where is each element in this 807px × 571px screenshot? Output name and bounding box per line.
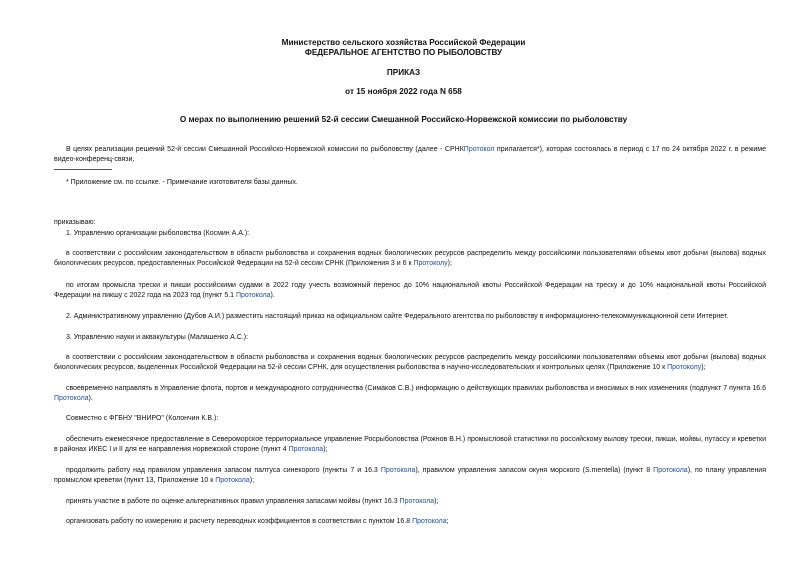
ministry-heading: Министерство сельского хозяйства Российской Федерации	[281, 38, 526, 47]
item-4d: организовать работу по измерению и расчету переводных коэффициентов в соответствии с пунктом 16.8 Протокола;	[66, 518, 449, 525]
item-1: 1. Управлению организации рыболовства (Космин А.А.):	[66, 230, 250, 237]
item-4: Совместно с ФГБНУ "ВНИРО" (Колончин К.В.):	[66, 415, 219, 422]
item-3b: своевременно направлять в Управление флота, портов и международного сотрудничества (Симаков С.В.) информацию о действующих правилах рыболовства и вносимых в них изменениях (подпункт 7 пункта 16.6 Протокола).	[54, 385, 766, 402]
item-3: 3. Управлению науки и аквакультуры (Малашенко А.С.):	[66, 334, 249, 341]
item-4a: обеспечить ежемесячное предоставление в Североморское территориальное управление Росрыболовства (Рожнов В.Н.) промысловой статистики по российскому вылову трески, пикши, мойвы, путассу и креветки в районах ИКЕС I и II для ее направления норвежской стороне (пункт 4 Протокола);	[54, 436, 766, 453]
footnote: * Приложение см. по ссылке. - Примечание изготовителя базы данных.	[66, 179, 298, 186]
protocol-link[interactable]: Протокола	[288, 445, 324, 453]
protocol-link[interactable]: Протокола	[236, 291, 271, 299]
item-2: 2. Административному управлению (Дубов А.И.) разместить настоящий приказ на официальном сайте Федерального агентства по рыболовству в информационно-телекоммуникационной сети Интернет.	[66, 313, 729, 320]
protocol-link[interactable]: Протоколу	[413, 259, 448, 267]
doc-title: О мерах по выполнению решений 52-й сессии Смешанной Российско-Норвежской комиссии по рыболовству	[179, 115, 628, 124]
order-word: приказываю:	[54, 219, 96, 226]
footnote-divider	[54, 169, 112, 170]
item-1a: в соответствии с российским законодательством в области рыболовства и сохранения водных биологических ресурсов распределить между российскими пользователями объемы квот добычи (вылова) водных биологических ресурсов, предоставленных Российской Федерации на 52-й сессии СРНК (Приложения 3 и 6 к Протоколу);	[54, 250, 766, 267]
protocol-link[interactable]: Протокола	[54, 394, 89, 402]
agency-heading: ФЕДЕРАЛЬНОЕ АГЕНТСТВО ПО РЫБОЛОВСТВУ	[304, 48, 503, 57]
protocol-link[interactable]: Протокола	[380, 467, 416, 474]
protocol-link[interactable]: Протокола	[399, 498, 435, 505]
item-4b: продолжить работу над правилом управления запасом палтуса синекорого (пункты 7 и 16.3 Протокола), правилом управления запасом окуня морского (S.mentella) (пункт 8 Протокола), по плану управления промыслом креветки (пункт 13, Приложение 10 к Протокола);	[54, 467, 767, 484]
item-1b: по итогам промысла трески и пикши российскими судами в 2022 году учесть возможный перенос до 10% национальной квоты Российской Федерации на треску и до 10% национальной квоты Российской Федерации на пикшу с 2022 года на 2023 год (пункт 5.1 Протокола).	[54, 282, 766, 299]
protocol-link[interactable]: Протокол	[463, 146, 495, 153]
protocol-link[interactable]: Протокола	[653, 467, 688, 474]
intro-paragraph: В целях реализации решений 52-й сессии Смешанной Российско-Норвежской комиссии по рыболовству (далее - СРНКПротокол прилагается*), которая состоялась в период с 17 по 24 октября 2022 г. в режиме видео-конференц-связи,	[54, 146, 766, 163]
item-4c: принять участие в работе по оценке альтернативных правил управления запасами мойвы (пункт 16.3 Протокола);	[66, 498, 439, 505]
protocol-link[interactable]: Протокола	[215, 476, 250, 484]
protocol-link[interactable]: Протоколу	[667, 363, 702, 371]
doc-type-heading: ПРИКАЗ	[386, 68, 421, 77]
protocol-link[interactable]: Протокола	[412, 518, 447, 525]
item-3a: в соответствии с российским законодательством в области рыболовства и сохранения водных биологических ресурсов распределить между российскими пользователями объемы квот добычи (вылова) водных биологических ресурсов, выделенных Российской Федерации на 52-й сессии СРНК, для осуществления рыболовства в научно-исследовательских и контрольных целях (Приложение 10 к Протоколу);	[54, 354, 766, 371]
doc-date-number: от 15 ноября 2022 года N 658	[345, 87, 462, 96]
